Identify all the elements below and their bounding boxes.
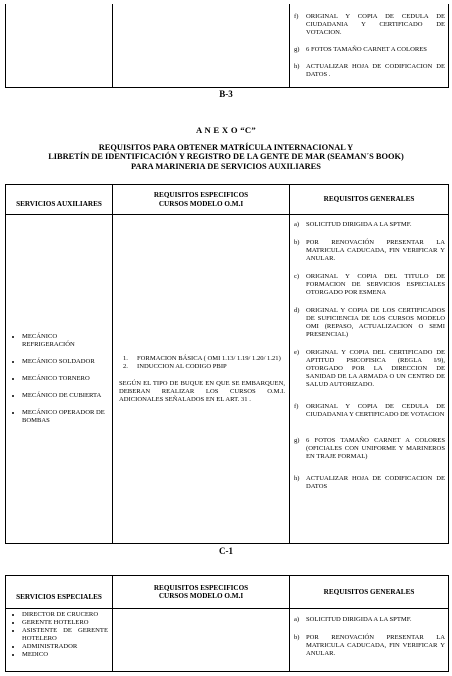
top-col2-cell <box>113 4 290 88</box>
req-label: f) <box>294 403 299 410</box>
service-item: • MEDICO <box>22 651 108 659</box>
header-general-2-text: REQUISITOS GENERALES <box>323 587 415 596</box>
specific-cell <box>113 215 290 544</box>
special-services-cell <box>6 609 113 672</box>
req-label: h) <box>294 475 300 482</box>
header-specific-2 <box>113 576 290 609</box>
header-general-2 <box>290 576 449 609</box>
req-text: ACTUALIZAR HOJA DE CODIFICACION DE DATOS . <box>306 63 445 78</box>
req-text: ACTUALIZAR HOJA DE CODIFICACION DE DATOS <box>306 475 445 490</box>
specific-item-2 <box>119 363 285 371</box>
specific-text: INDUCCION AL CODIGO PBIP <box>137 362 227 370</box>
header-special-services <box>6 576 113 609</box>
header-specific <box>113 185 290 215</box>
req-a <box>294 221 445 229</box>
req-label: f) <box>294 13 299 20</box>
header-services <box>6 185 113 215</box>
annex-line-2: LIBRETÍN DE IDENTIFICACIÓN Y REGISTRO DE LA GENTE DE MAR (SEAMAN´S BOOK) <box>48 152 404 161</box>
req-text: ORIGINAL Y COPIA DEL CERTIFICADO DE APTITUD PSICOFISICA (REGLA I/9), OTORGADO POR LA DIRECCION DE SANIDAD DE LA ARMADA O UN CENTRO DE SALUD AUTORIZADO. <box>306 349 445 388</box>
service-item: • MECÁNICO DE CUBIERTA <box>22 392 108 400</box>
header-special-services-text: SERVICIOS ESPECIALES <box>16 592 102 601</box>
service-item: • MECÁNICO REFRIGERACIÓN <box>22 333 108 349</box>
top-req-f <box>294 13 445 37</box>
req-text: POR RENOVACIÓN PRESENTAR LA MATRICULA CADUCADA, FIN VERIFICAR Y ANULAR. <box>306 239 445 262</box>
service-item: • GERENTE HOTELERO <box>22 619 108 627</box>
header-specific-line2: CURSOS MODELO O.M.I <box>158 199 244 208</box>
service-item: • MECÁNICO OPERADOR DE BOMBAS <box>22 409 108 425</box>
main-requirements-table <box>5 184 449 544</box>
top-req-h <box>294 63 445 79</box>
req-label: g) <box>294 437 300 444</box>
top-requirements-table <box>5 4 449 88</box>
annex-line-3: PARA MARINERIA DE SERVICIOS AUXILIARES <box>131 162 321 171</box>
req-label: a) <box>294 616 300 623</box>
req-e <box>294 349 445 389</box>
req-label: c) <box>294 273 300 280</box>
req-text: 6 FOTOS TAMAÑO CARNET A COLORES (OFICIALES CON UNIFORME Y MARINEROS EN TRAJE FORMAL) <box>306 437 445 460</box>
special-req-b <box>294 634 445 658</box>
req-label: b) <box>294 239 300 246</box>
specific-note: SEGÚN EL TIPO DE BUQUE EN QUE SE EMBARQUEN, DEBERAN REALIZAR LOS CURSOS O.M.I. ADICIONALES SEÑALADOS EN EL ART. 31 . <box>119 379 285 403</box>
specific-label: 2. <box>123 362 128 370</box>
req-c <box>294 273 445 297</box>
annex-title: A N E X O “C” <box>195 125 256 135</box>
req-f <box>294 403 445 419</box>
header-general <box>290 185 449 215</box>
page-number-b3: B-3 <box>219 89 233 99</box>
req-label: e) <box>294 349 300 356</box>
req-label: g) <box>294 46 300 53</box>
req-h <box>294 475 445 491</box>
specific-text: FORMACION BÁSICA ( OMI 1.13/ 1.19/ 1.20/ 1.21) <box>137 354 281 362</box>
service-item: • DIRECTOR DE CRUCERO <box>22 611 108 619</box>
req-text: SOLICITUD DIRIGIDA A LA SPTMF. <box>306 616 412 623</box>
special-services-table <box>5 575 449 672</box>
header-general-text: REQUISITOS GENERALES <box>323 195 415 204</box>
services-list <box>6 333 108 425</box>
req-text: SOLICITUD DIRIGIDA A LA SPTMF. <box>306 221 412 228</box>
header-specific-2-line2: CURSOS MODELO O.M.I <box>158 592 244 600</box>
special-req-a <box>294 616 445 624</box>
header-specific-line1: REQUISITOS ESPECIFICOS <box>153 191 249 199</box>
req-g <box>294 437 445 461</box>
req-text: ORIGINAL Y COPIA DE CEDULA DE CIUDADANIA Y CERTIFICADO DE VOTACION <box>306 403 445 418</box>
general-cell <box>290 215 449 544</box>
top-col1-cell <box>6 4 113 88</box>
services-cell <box>6 215 113 544</box>
specific-label: 1. <box>123 354 128 362</box>
req-label: b) <box>294 634 300 641</box>
req-text: ORIGINAL Y COPIA DE LOS CERTIFICADOS DE SUFICIENCIA DE LOS CURSOS MODELO OMI (REPASO, ACTUALIZACION O SEMI PRESENCIAL) <box>306 307 445 338</box>
req-label: d) <box>294 307 300 314</box>
req-text: ORIGINAL Y COPIA DE CEDULA DE CIUDADANIA Y CERTIFICADO DE VOTACION. <box>306 13 445 36</box>
top-general-cell <box>290 4 449 88</box>
req-label: h) <box>294 63 300 70</box>
special-general-cell <box>290 609 449 672</box>
service-item: • MECÁNICO SOLDADOR <box>22 358 108 366</box>
special-services-list <box>6 611 108 659</box>
top-req-g <box>294 46 445 54</box>
specific-item-1 <box>119 355 285 363</box>
page-number-c1: C-1 <box>219 546 233 556</box>
req-text: 6 FOTOS TAMAÑO CARNET A COLORES <box>306 46 427 53</box>
header-services-text: SERVICIOS AUXILIARES <box>16 200 102 209</box>
service-item: • ASISTENTE DE GERENTE HOTELERO <box>22 627 108 643</box>
header-specific-2-line1: REQUISITOS ESPECIFICOS <box>153 583 249 592</box>
special-specific-cell <box>113 609 290 672</box>
req-label: a) <box>294 221 300 228</box>
req-b <box>294 239 445 263</box>
service-item: • ADMINISTRADOR <box>22 643 108 651</box>
req-text: POR RENOVACIÓN PRESENTAR LA MATRICULA CADUCADA, FIN VERIFICAR Y ANULAR. <box>306 634 445 657</box>
req-text: ORIGINAL Y COPIA DEL TITULO DE FORMACION DE SERVICIOS ESPECIALES OTORGADO POR ESMENA <box>306 273 445 296</box>
service-item: • MECÁNICO TORNERO <box>22 375 108 383</box>
req-d <box>294 307 445 339</box>
annex-line-1: REQUISITOS PARA OBTENER MATRÍCULA INTERNACIONAL Y <box>98 143 354 152</box>
